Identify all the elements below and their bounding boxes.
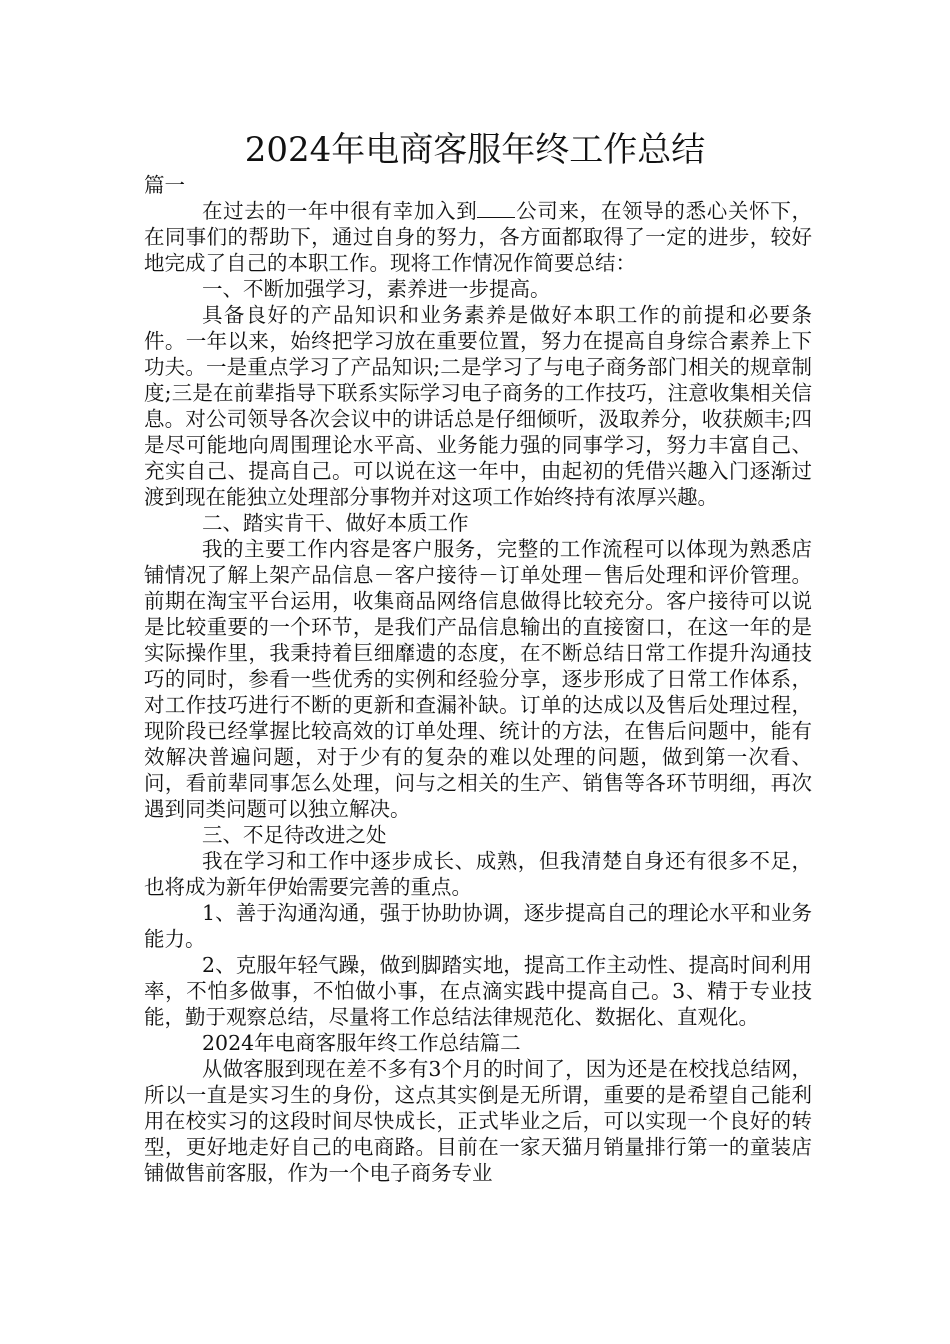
intro-paragraph — [144, 198, 812, 276]
paragraph-item-1: 1、善于沟通沟通，强于协助协调，逐步提高自己的理论水平和业务能力。 — [144, 901, 812, 951]
paragraph-study: 具备良好的产品知识和业务素养是做好本职工作的前提和必要条件。一年以来，始终把学习放在重要位置，努力在提高自身综合素养上下功夫。一是重点学习了产品知识;二是学习了与电子商务部门相关的规章制度;三是在前辈指导下联系实际学习电子商务的工作技巧，注意收集相关信息。对公司领导各次会议中的讲话总是仔细倾听，汲取养分，收获颇丰;四是尽可能地向周围理论水平高、业务能力强的同事学习，努力丰富自己、充实自己、提高自己。可以说在这一年中，由起初的凭借兴趣入门逐渐过渡到现在能独立处理部分事物并对这项工作始终持有浓厚兴趣。 — [144, 303, 812, 509]
intro-text-end: 公司来，在领导的悉心关怀下，在同事们的帮助下，通过自身的努力，各方面都取得了一定的进步，较好地完成了自己的本职工作。现将工作情况作简要总结： — [144, 199, 813, 275]
paragraph-item-2: 2、克服年轻气躁，做到脚踏实地，提高工作主动性、提高时间利用率，不怕多做事，不怕做小事，在点滴实践中提高自己。3、精于专业技能，勤于观察总结，尽量将工作总结法律规范化、数据化、直观化。 — [144, 953, 812, 1029]
paragraph-work: 我的主要工作内容是客户服务，完整的工作流程可以体现为熟悉店铺情况了解上架产品信息－客户接待－订单处理－售后处理和评价管理。前期在淘宝平台运用，收集商品网络信息做得比较充分。客户接待可以说是比较重要的一个环节，是我们产品信息输出的直接窗口，在这一年的是实际操作里，我秉持着巨细靡遗的态度，在不断总结日常工作提升沟通技巧的同时，参看一些优秀的实例和经验分享，逐步形成了日常工作体系，对工作技巧进行不断的更新和查漏补缺。订单的达成以及售后处理过程，现阶段已经掌握比较高效的订单处理、统计的方法，在售后问题中，能有效解决普遍问题，对于少有的复杂的难以处理的问题，做到第一次看、问，看前辈同事怎么处理，问与之相关的生产、销售等各环节明细，再次遇到同类问题可以独立解决。 — [144, 537, 812, 821]
section-heading-2: 二、踏实肯干、做好本质工作 — [202, 511, 469, 535]
section-heading-1: 一、不断加强学习，素养进一步提高。 — [202, 277, 551, 301]
paragraph-shortcomings: 我在学习和工作中逐步成长、成熟，但我清楚自身还有很多不足，也将成为新年伊始需要完善的重点。 — [144, 849, 812, 899]
intro-text-start: 在过去的一年中很有幸加入到 — [202, 199, 478, 223]
document-title: 2024年电商客服年终工作总结 — [244, 130, 706, 170]
document-body — [144, 172, 812, 1186]
paragraph-part2: 从做客服到现在差不多有3个月的时间了，因为还是在校找总结网，所以一直是实习生的身份，这点其实倒是无所谓，重要的是希望自己能利用在校实习的这段时间尽快成长，正式毕业之后，可以实现一个良好的转型，更好地走好自己的电商路。目前在一家天猫月销量排行第一的童装店铺做售前客服，作为一个电子商务专业 — [144, 1057, 812, 1185]
section-heading-3: 三、不足待改进之处 — [202, 823, 387, 847]
part1-label: 篇一 — [144, 173, 185, 197]
blank-underline — [477, 199, 515, 218]
part2-heading: 2024年电商客服年终工作总结篇二 — [202, 1031, 521, 1055]
